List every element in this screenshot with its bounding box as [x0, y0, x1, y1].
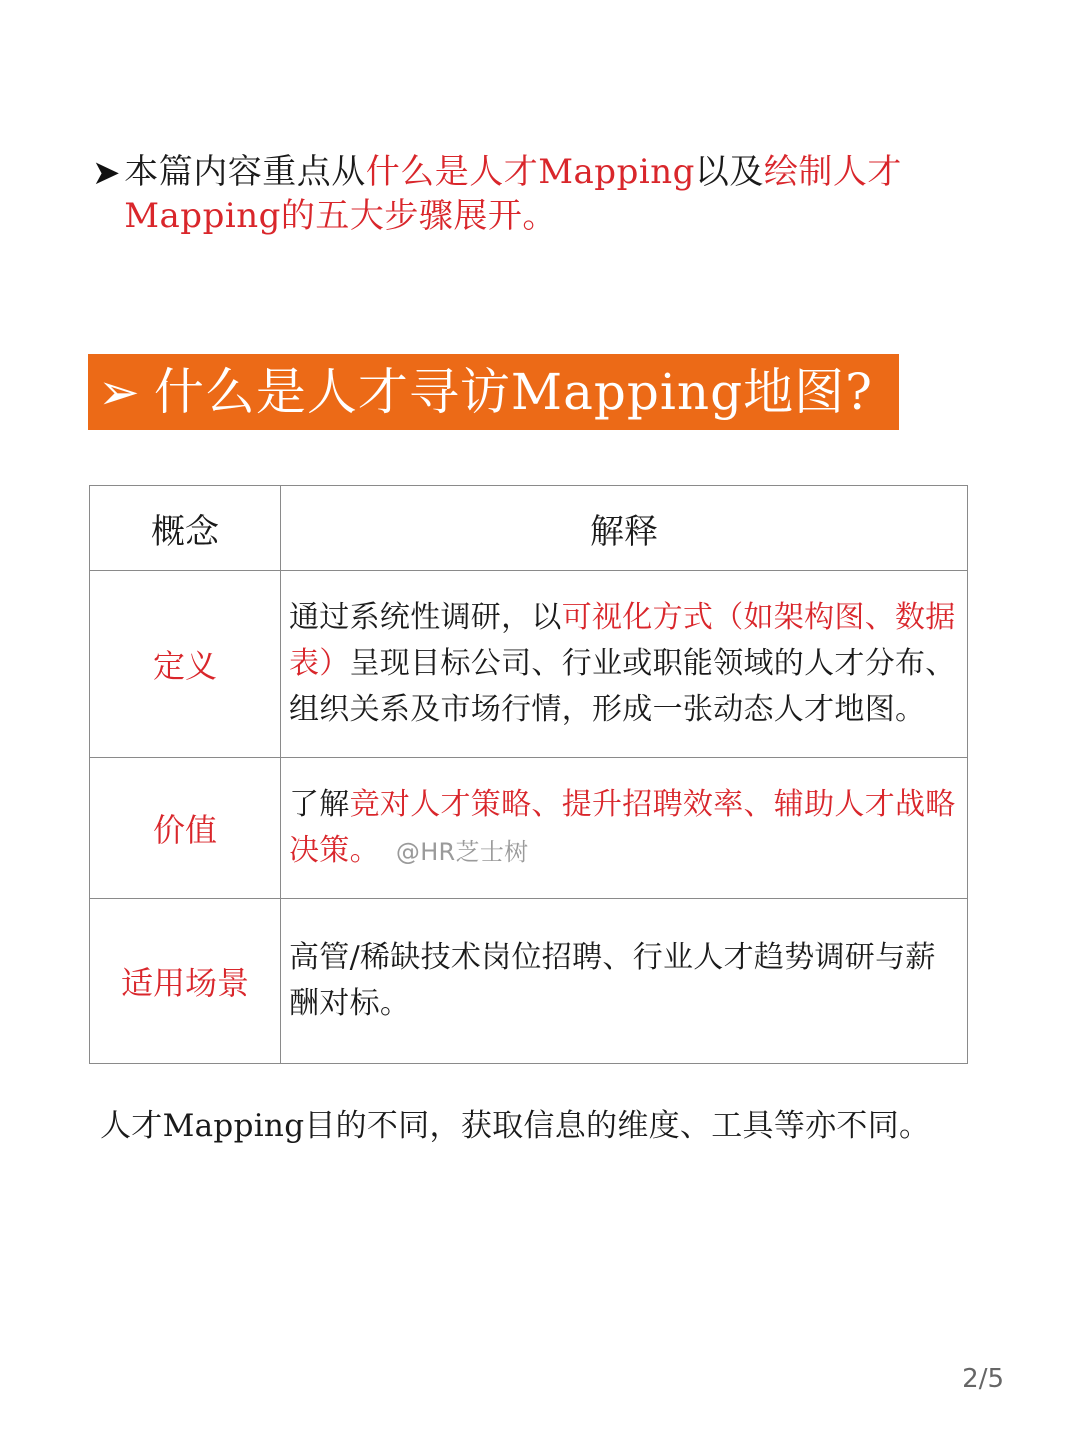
table-row	[90, 758, 968, 899]
header-concept: 概念	[90, 486, 281, 571]
page-indicator: 2/5	[962, 1364, 1004, 1394]
header-explanation: 解释	[281, 486, 968, 571]
explanation-highlight: 可视化方式（如架构图、数据表）	[289, 600, 956, 681]
intro-bullet	[92, 150, 972, 238]
explanation-part: 了解	[289, 786, 350, 822]
explanation-part: 高管/稀缺技术岗位招聘、行业人才趋势调研与薪酬对标。	[289, 940, 936, 1021]
section-heading-title: 什么是人才寻访Mapping地图?	[153, 363, 873, 421]
concept-table	[89, 485, 968, 1064]
watermark-text: @HR芝士树	[395, 837, 529, 866]
explanation-highlight: 竞对人才策略、提升招聘效率、辅助人才战略决策。	[289, 786, 956, 868]
explanation-cell	[281, 571, 968, 758]
explanation-part: 通过系统性调研，以	[289, 600, 562, 635]
table-header-row	[90, 486, 968, 571]
explanation-cell	[281, 899, 968, 1064]
intro-highlight: 绘制人才Mapping的五大步骤展开。	[124, 152, 902, 236]
intro-highlight: 什么是人才Mapping	[365, 152, 695, 192]
arrowhead-bullet-icon: ➢	[98, 363, 140, 421]
arrowhead-bullet-icon: ➤	[92, 153, 121, 193]
concept-cell: 定义	[90, 571, 281, 758]
footer-note: 人才Mapping目的不同，获取信息的维度、工具等亦不同。	[100, 1108, 931, 1144]
intro-text	[124, 150, 972, 238]
explanation-part: 呈现目标公司、行业或职能领域的人才分布、组织关系及市场行情，形成一张动态人才地图。	[289, 646, 956, 727]
intro-part: 本篇内容重点从	[124, 152, 366, 192]
table-row	[90, 571, 968, 758]
concept-cell: 价值	[90, 758, 281, 899]
concept-cell: 适用场景	[90, 899, 281, 1064]
intro-part: 以及	[694, 152, 764, 192]
section-heading-banner	[88, 354, 899, 430]
table-row	[90, 899, 968, 1064]
explanation-cell	[281, 758, 968, 899]
